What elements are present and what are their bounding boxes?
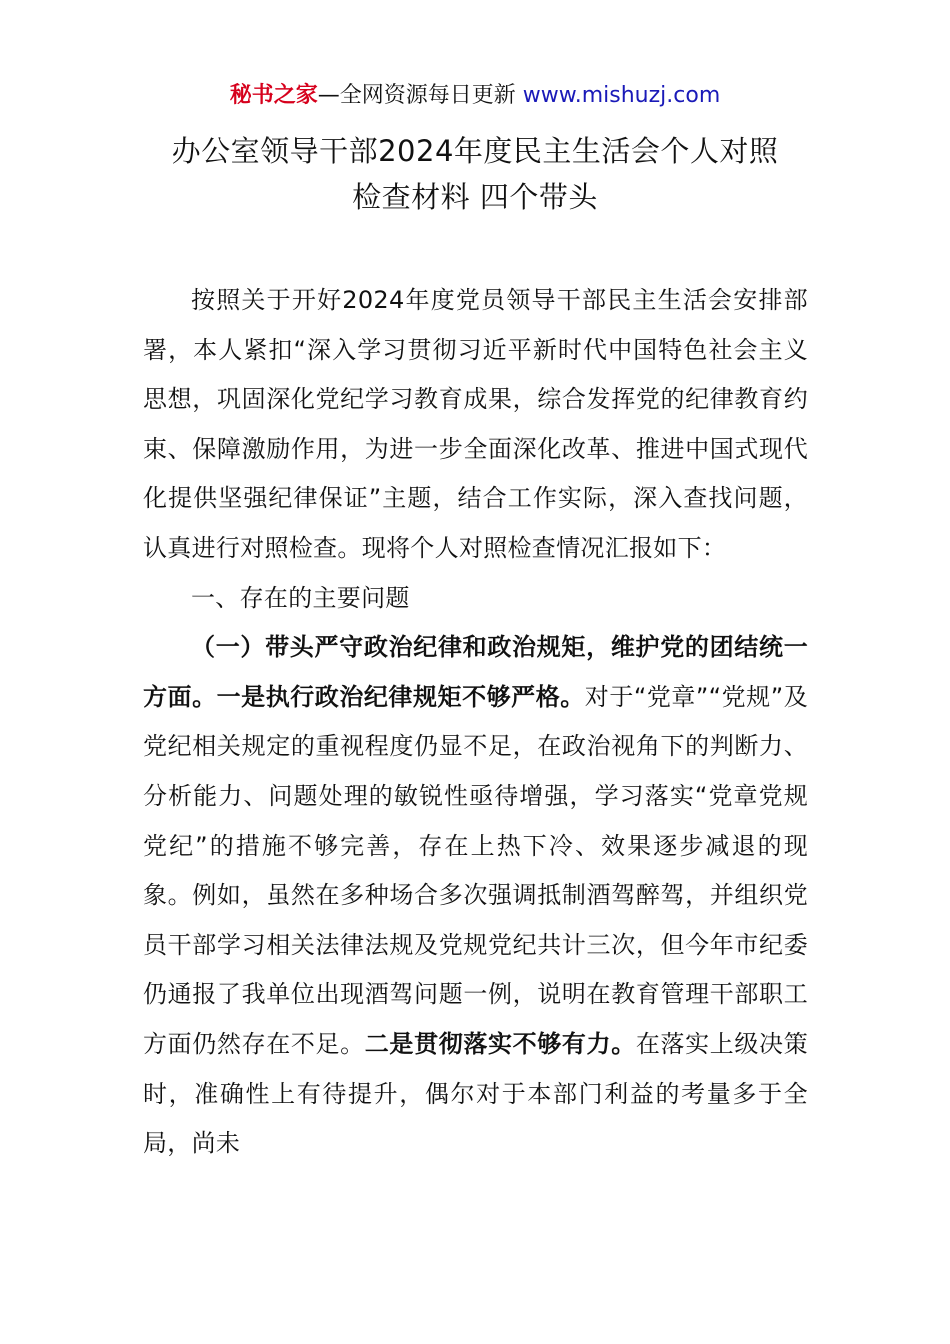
- point-2-title: 二是贯彻落实不够有力。: [364, 1029, 636, 1058]
- site-tagline: —全网资源每日更新: [317, 83, 516, 108]
- title-line-2: 检查材料 四个带头: [352, 180, 598, 214]
- document-body: [143, 276, 808, 1169]
- point-1-text: 对于“党章”“党规”及党纪相关规定的重视程度仍显不足，在政治视角下的判断力、分析能力、问题处理的敏锐性亟待增强，学习落实“党章党规党纪”的措施不够完善，存在上热下冷、效果逐步减退的现象。例如，虽然在多种场合多次强调抵制酒驾醉驾，并组织党员干部学习相关法律法规及党规党纪共计三次，但今年市纪委仍通报了我单位出现酒驾问题一例，说明在教育管理干部职工方面仍然存在不足。: [143, 682, 808, 1058]
- intro-paragraph: 按照关于开好2024年度党员领导干部民主生活会安排部署，本人紧扣“深入学习贯彻习近平新时代中国特色社会主义思想，巩固深化党纪学习教育成果，综合发挥党的纪律教育约束、保障激励作用，为进一步全面深化改革、推进中国式现代化提供坚强纪律保证”主题，结合工作实际，深入查找问题，认真进行对照检查。现将个人对照检查情况汇报如下：: [143, 286, 808, 562]
- problem-paragraph: [143, 623, 808, 1169]
- section-heading: 一、存在的主要问题: [191, 583, 410, 612]
- point-2-text: 在落实上级决策时，准确性上有待提升，偶尔对于本部门利益的考量多于全局，尚未: [143, 1029, 808, 1158]
- site-header: [0, 80, 950, 112]
- site-url-link[interactable]: www.mishuzj.com: [522, 83, 721, 108]
- problem-heading: （一）带头严守政治纪律和政治规矩，维护党的团结统一方面。: [143, 633, 808, 711]
- document-title: [100, 128, 850, 220]
- title-line-1: 办公室领导干部2024年度民主生活会个人对照: [171, 134, 779, 168]
- site-brand: 秘书之家: [229, 83, 318, 108]
- point-1-title: 一是执行政治纪律规矩不够严格。: [216, 682, 585, 711]
